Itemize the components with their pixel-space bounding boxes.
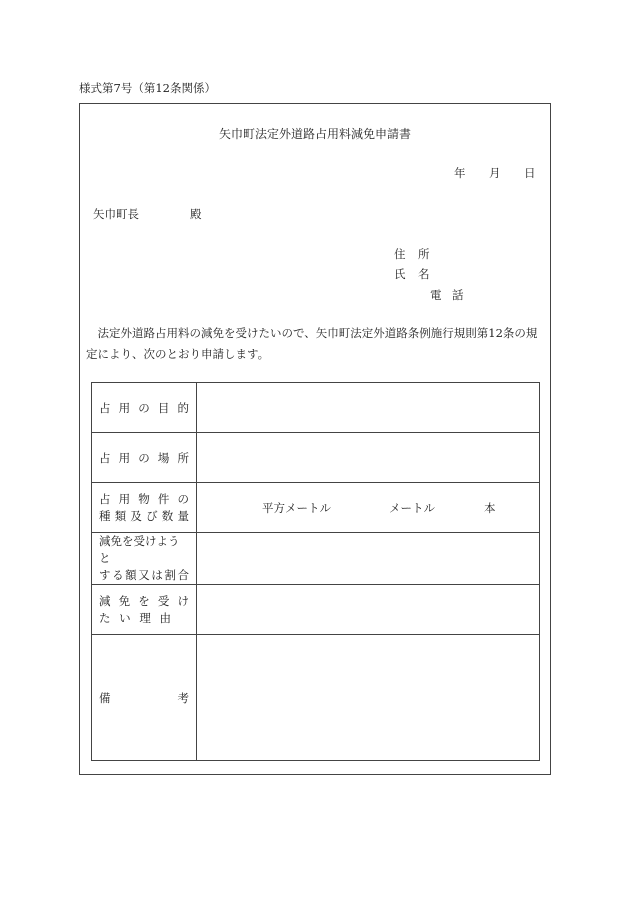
unit-meters: メートル xyxy=(389,501,435,515)
label-char: い xyxy=(119,610,131,625)
label-remarks xyxy=(92,635,197,761)
label-char: 免 xyxy=(118,593,131,608)
row-remarks xyxy=(92,635,540,761)
label-char: 物 xyxy=(138,491,150,506)
label-char: 種 xyxy=(99,508,111,523)
form-title: 矢巾町法定外道路占用料減免申請書 xyxy=(218,127,411,141)
label-char: 理 xyxy=(139,610,151,625)
reason-field[interactable] xyxy=(197,585,540,635)
date-day: 日 xyxy=(524,166,536,180)
label-char: 割 xyxy=(164,568,176,582)
application-statement: 法定外道路占用料の減免を受けたいので、矢巾町法定外道路条例施行規則第12条の規定により、次のとおり申請します。 xyxy=(86,326,538,361)
label-place xyxy=(92,433,197,483)
remarks-field[interactable] xyxy=(197,635,540,761)
date-year: 年 xyxy=(454,166,466,180)
row-reason xyxy=(92,585,540,635)
application-table xyxy=(91,382,540,761)
label-char: を xyxy=(138,593,150,608)
phone-label-2: 話 xyxy=(452,288,464,302)
label-char: 場 xyxy=(157,450,170,465)
label-char: 目 xyxy=(157,400,170,415)
unit-square-meters: 平方メートル xyxy=(262,501,331,515)
label-reason xyxy=(92,585,197,635)
label-char: 用 xyxy=(118,491,131,506)
row-reduction xyxy=(92,533,540,585)
addressee-name: 矢巾町長 xyxy=(93,207,139,221)
label-char: 減 xyxy=(99,593,111,608)
label-char: 占 xyxy=(99,491,111,506)
label-char: は xyxy=(151,568,163,582)
label-char: 額 xyxy=(125,568,137,582)
label-purpose xyxy=(92,383,197,433)
label-char: 受 xyxy=(157,593,170,608)
label-line: 減免を受けようと xyxy=(99,534,180,565)
label-char: す xyxy=(99,568,111,582)
label-char: 件 xyxy=(157,491,170,506)
label-char: る xyxy=(112,568,124,582)
label-char: 数 xyxy=(161,508,174,523)
items-field[interactable] xyxy=(197,483,540,533)
unit-count: 本 xyxy=(484,501,496,515)
place-field[interactable] xyxy=(197,433,540,483)
label-char: 占 xyxy=(99,450,111,465)
name-label-1: 氏 xyxy=(394,267,406,281)
label-char: た xyxy=(99,610,111,625)
reduction-field[interactable] xyxy=(197,533,540,585)
purpose-field[interactable] xyxy=(197,383,540,433)
row-purpose xyxy=(92,383,540,433)
label-char: の xyxy=(138,400,150,415)
label-char: 合 xyxy=(177,568,189,582)
addressee-suffix: 殿 xyxy=(190,207,202,221)
label-char: 又 xyxy=(138,568,150,582)
label-char: 用 xyxy=(118,450,131,465)
label-reduction xyxy=(92,533,197,585)
form-number: 様式第7号（第12条関係） xyxy=(79,81,216,95)
label-char: 所 xyxy=(177,450,189,465)
label-char: 量 xyxy=(177,508,189,523)
name-label-2: 名 xyxy=(418,267,430,281)
label-char: び xyxy=(146,508,158,523)
row-items xyxy=(92,483,540,533)
label-char: け xyxy=(177,593,189,608)
label-items xyxy=(92,483,197,533)
date-month: 月 xyxy=(489,166,501,180)
label-char: の xyxy=(177,491,189,506)
label-char: 占 xyxy=(99,400,111,415)
label-char: 類 xyxy=(114,508,127,523)
address-label-1: 住 xyxy=(394,247,406,261)
label-char: の xyxy=(138,450,150,465)
label-char: 考 xyxy=(177,690,189,705)
label-char: 及 xyxy=(130,508,142,523)
row-place xyxy=(92,433,540,483)
address-label-2: 所 xyxy=(418,247,430,261)
label-char: 由 xyxy=(159,610,171,625)
phone-label-1: 電 xyxy=(430,288,442,302)
label-char: 用 xyxy=(118,400,131,415)
label-char: 備 xyxy=(99,690,111,705)
label-char: 的 xyxy=(177,400,189,415)
